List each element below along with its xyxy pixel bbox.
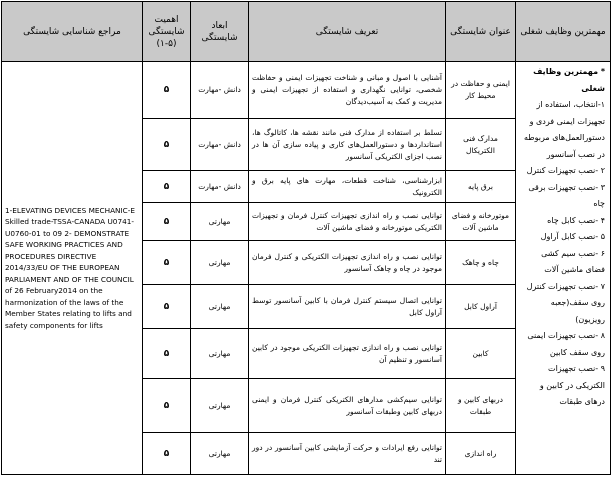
competency-dimension: مهارتی [191, 285, 249, 329]
competency-title: موتورخانه و فضای ماشین آلات [446, 203, 516, 241]
header-references: مراجع شناسایی شایستگی [2, 2, 143, 62]
competency-importance: ۵ [143, 433, 191, 475]
competency-dimension: مهارتی [191, 379, 249, 433]
competency-dimension: مهارتی [191, 433, 249, 475]
competency-importance: ۵ [143, 285, 191, 329]
duty-item: ۸ -نصب تجهیزات ایمنی روی سقف کابین [527, 331, 605, 357]
duty-item: ۷ -نصب تجهیزات کنترل روی سقف(جعبه رویزیون) [526, 281, 605, 324]
duty-item: ۵ -نصب کابل آراول [540, 232, 605, 241]
competency-importance: ۵ [143, 62, 191, 119]
competency-dimension: دانش -مهارت [191, 171, 249, 203]
duty-item: ۱-انتخاب، استفاده از تجهیزات ایمنی فردی و دستورالعمل‌های مربوطه در نصب آسانسور [523, 100, 605, 159]
competency-definition: توانایی سیم‌کشی مدارهای الکتریکی کنترل فرمان و ایمنی دربهای کابین وطبقات آسانسور [249, 379, 446, 433]
competency-dimension: دانش -مهارت [191, 119, 249, 171]
competency-importance: ۵ [143, 119, 191, 171]
competency-table [1, 1, 611, 475]
competency-dimension: مهارتی [191, 203, 249, 241]
duty-item: ۹ -نصب تجهیزات الکتریکی در کابین و درهای طبقات [539, 364, 605, 406]
competency-title: برق پایه [446, 171, 516, 203]
duty-item: ۳ -نصب تجهیزات برقی چاه [528, 182, 605, 208]
competency-importance: ۵ [143, 379, 191, 433]
header-title: عنوان شایستگی [446, 2, 516, 62]
header-duties: مهمترین وظایف شغلی [516, 2, 611, 62]
competency-title: مدارک فنی الکتریکال [446, 119, 516, 171]
competency-title: کابین [446, 329, 516, 379]
competency-importance: ۵ [143, 203, 191, 241]
header-row [2, 2, 611, 62]
competency-definition: توانایی اتصال سیستم کنترل فرمان با کابین آسانسور توسط آراول کابل [249, 285, 446, 329]
competency-dimension: دانش -مهارت [191, 62, 249, 119]
competency-importance: ۵ [143, 171, 191, 203]
references-cell: 1-ELEVATING DEVICES MECHANIC-E Skilled trade-TSSA-CANADA U0741-U0760-01 to 09 2- DEMONSTRATE SAFE WORKING PRACTICES AND PROCEDURES DIRECTIVE 2014/33/EU OF THE EUROPEAN PARLIAMENT AND OF THE COUNCIL of 26 February2014 on the harmonization of the laws of the Member States relating to lifts and safety components for lifts [2, 62, 143, 475]
competency-title: چاه و چاهک [446, 241, 516, 285]
competency-definition: توانایی نصب و راه اندازی تجهیزات الکتریکی موجود در کابین آسانسور و تنظیم آن [249, 329, 446, 379]
competency-importance: ۵ [143, 241, 191, 285]
duty-item: ۲ -نصب تجهیزات کنترل [526, 166, 605, 175]
competency-title: ایمنی و حفاظت در محیط کار [446, 62, 516, 119]
competency-dimension: مهارتی [191, 329, 249, 379]
competency-dimension: مهارتی [191, 241, 249, 285]
competency-title: دربهای کابین و طبقات [446, 379, 516, 433]
header-definition: تعریف شایستگی [249, 2, 446, 62]
duty-item: ۴ -نصب کابل چاه [547, 215, 605, 225]
competency-definition: تسلط بر استفاده از مدارک فنی مانند نقشه ها، کاتالوگ ها، استانداردها و دستورالعمل‌های کاری و پیاده سازی آن ها در نصب اجزای الکتریکی آسانسور [249, 119, 446, 171]
competency-definition: توانایی رفع ایرادات و حرکت آزمایشی کابین آسانسور در دور تند [249, 433, 446, 475]
competency-title: راه اندازی [446, 433, 516, 475]
competency-definition: توانایی نصب و راه اندازی تجهیزات کنترل فرمان و تجهیزات الکتریکی موتورخانه و فضای ماشین آلات [249, 203, 446, 241]
competency-definition: ابزارشناسی، شناخت قطعات، مهارت های پایه برق و الکترونیک [249, 171, 446, 203]
competency-definition: آشنایی با اصول و مبانی و شناخت تجهیزات ایمنی و حفاظت شخصی، توانایی نگهداری و استفاده از تجهیزات ایمنی و مدیریت و کمک به آسیب‌دیدگان [249, 62, 446, 119]
header-importance: اهمیت شایستگی (۵-۱) [143, 2, 191, 62]
competency-definition: توانایی نصب و راه اندازی تجهیزات الکتریکی و کنترل فرمان موجود در چاه و چاهک آسانسور [249, 241, 446, 285]
duties-cell [516, 62, 611, 475]
table-row [2, 62, 611, 119]
competency-importance: ۵ [143, 329, 191, 379]
header-dimensions: ابعاد شایستگی [191, 2, 249, 62]
duty-item: ۶ -نصب سیم کشی فضای ماشین آلات [541, 248, 605, 274]
duties-heading: * مهمترین وظایف شغلی [533, 67, 605, 93]
competency-title: آراول کابل [446, 285, 516, 329]
competency-table-container [1, 1, 610, 484]
